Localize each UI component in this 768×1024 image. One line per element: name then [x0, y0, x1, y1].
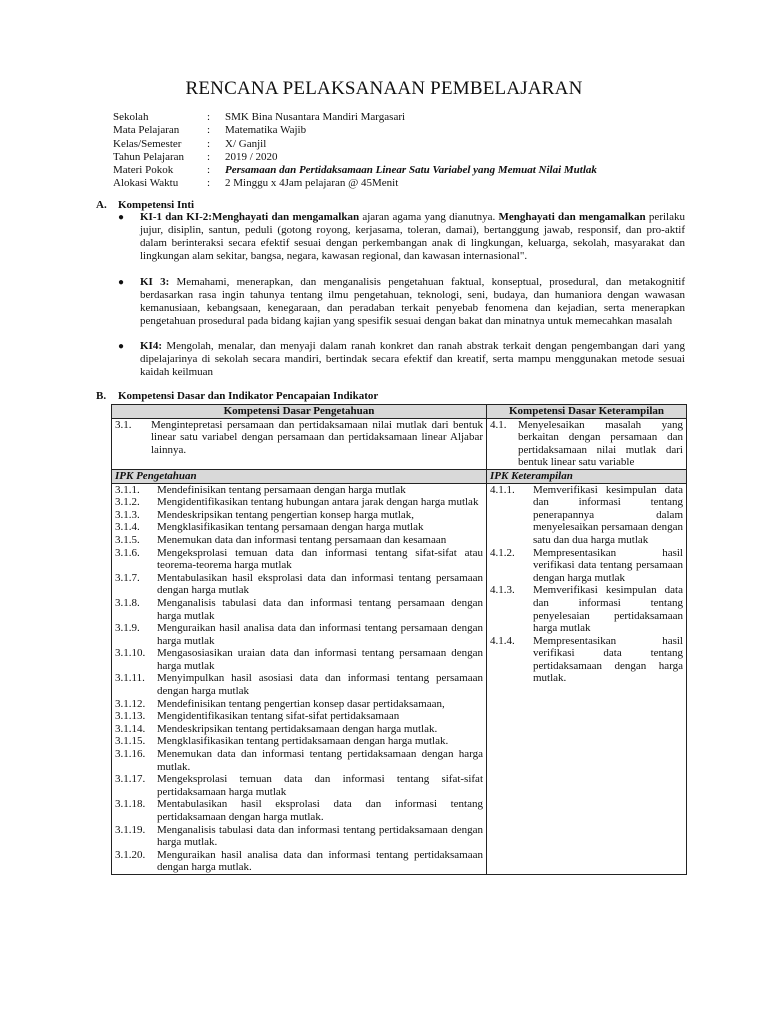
section-b-title: Kompetensi Dasar dan Indikator Pencapaian Indikator	[118, 390, 379, 402]
ki-1-2-heading: KI-1 dan KI-2:Menghayati dan mengamalkan	[140, 211, 360, 223]
list-item-text: Menemukan data dan informasi tentang pertidaksamaan dengan harga mutlak.	[157, 748, 483, 773]
ki-1-2-text-a: ajaran agama yang dianutnya.	[359, 211, 499, 223]
list-item-number: 3.1.6.	[115, 546, 140, 559]
list-item-text: Mempresentasikan hasil verifikasi data tentang persamaan dengan harga mutlak	[533, 546, 683, 584]
list-item	[490, 584, 683, 634]
list-item	[115, 572, 483, 597]
ipk-skill-title: IPK Keterampilan	[487, 469, 687, 483]
list-item-text: Memverifikasi kesimpulan data dan informasi tentang penyelesaian pertidaksamaan harga mutlak	[533, 584, 683, 635]
list-item-text: Menemukan data dan informasi tentang persamaan dan kesamaan	[157, 533, 447, 546]
identity-row	[113, 164, 597, 177]
list-item-text: Mendefinisikan tentang persamaan dengan harga mutlak	[157, 483, 406, 496]
header-skill: Kompetensi Dasar Keterampilan	[487, 405, 687, 419]
identity-colon: :	[207, 164, 211, 177]
bullet-icon: ●	[118, 212, 125, 223]
identity-value: X/ Ganjil	[225, 137, 267, 150]
competency-table	[111, 404, 687, 875]
list-item-number: 3.1.19.	[115, 823, 146, 836]
list-item	[115, 521, 483, 534]
list-item	[115, 647, 483, 672]
list-item	[115, 710, 483, 723]
list-item-number: 4.1.3.	[490, 584, 515, 597]
list-item	[490, 635, 683, 685]
identity-colon: :	[207, 111, 211, 123]
list-item	[115, 534, 483, 547]
section-b-heading	[96, 390, 378, 402]
list-item-text: Mengklasifikasikan tentang persamaan dengan harga mutlak	[157, 521, 424, 534]
ki-4-heading: KI4:	[140, 340, 162, 352]
list-item-text: Memverifikasi kesimpulan data dan informasi tentang penerapannya dalam menyelesaikan persamaan dengan satu dan dua harga mutlak	[533, 483, 683, 546]
list-item	[115, 509, 483, 522]
ki-3-paragraph	[140, 276, 685, 328]
list-item-number: 3.1.1.	[115, 483, 140, 496]
list-item-number: 3.1.17.	[115, 773, 146, 786]
list-item	[115, 773, 483, 798]
list-item-number: 3.1.2.	[115, 496, 140, 509]
identity-row	[113, 111, 597, 124]
identity-colon: :	[207, 177, 211, 190]
list-item-text: Mengeksprolasi temuan data dan informasi tentang sifat-sifat pertidaksamaan harga mutlak	[157, 773, 483, 798]
document-title: RENCANA PELAKSANAAN PEMBELAJARAN	[185, 78, 583, 99]
identity-label: Tahun Pelajaran	[113, 150, 185, 163]
list-item-number: 3.1.10.	[115, 647, 146, 660]
list-item-text: Mendefinisikan tentang pengertian konsep dasar pertidaksamaan,	[157, 697, 445, 710]
list-item-text: Menguraikan hasil analisa data dan informasi tentang persamaan dengan harga mutlak	[157, 622, 483, 647]
kd-skill-number: 4.1.	[490, 418, 507, 431]
list-item	[115, 849, 483, 874]
identity-row	[113, 138, 597, 151]
ki-1-2-text-b: perilaku jujur, disiplin, santun, peduli (gotong royong, kerjasama, toleran, damai), bertanggung jawab, responsif, dan pro-aktif dalam berinteraksi secara efektif sesuai dengan perkembangan anak di lingkungan, keluarga, sekolah, masyarakat dan lingkungan alam sekitar, bangsa, negara, kawasan regional, dan kawasan internasional".	[140, 211, 685, 262]
list-item-text: Mengklasifikasikan tentang pertidaksamaan dengan harga mutlak.	[157, 735, 449, 748]
section-b-number: B.	[96, 390, 107, 402]
list-item-number: 4.1.4.	[490, 634, 515, 647]
list-item	[115, 597, 483, 622]
list-item	[115, 748, 483, 773]
list-item-number: 3.1.7.	[115, 571, 140, 584]
list-item	[115, 672, 483, 697]
list-item-number: 3.1.8.	[115, 596, 140, 609]
list-item-text: Mempresentasikan hasil verifikasi data tentang pertidaksamaan dengan harga mutlak.	[533, 634, 683, 685]
list-item-number: 4.1.2.	[490, 546, 515, 559]
identity-label: Mata Pelajaran	[113, 124, 180, 137]
list-item	[115, 496, 483, 509]
list-item-text: Mentabulasikan hasil eksprolasi data dan informasi tentang pertidaksamaan dengan harga mutlak.	[157, 798, 483, 823]
kd-skill-text: Menyelesaikan masalah yang berkaitan dengan persamaan dan pertidaksamaan nilai mutlak dari bentuk linear satu variable	[518, 418, 683, 469]
list-item-number: 3.1.16.	[115, 748, 146, 761]
identity-value: Matematika Wajib	[225, 124, 307, 137]
header-knowledge: Kompetensi Dasar Pengetahuan	[112, 405, 487, 419]
ki-4-text: Mengolah, menalar, dan menyaji dalam ranah konkret dan ranah abstrak terkait dengan pengembangan dari yang dipelajarinya di sekolah secara mandiri, bertindak secara efektif dan kreatif, serta mampu menggunakan metode sesuai kaidah keilmuan	[140, 340, 685, 378]
ki-4-paragraph	[140, 340, 685, 379]
section-a-number: A.	[96, 199, 107, 211]
list-item-number: 3.1.5.	[115, 533, 140, 546]
list-item-text: Menyimpulkan hasil asosiasi data dan informasi tentang persamaan dengan harga mutlak	[157, 672, 483, 698]
list-item-text: Mengidentifikasikan tentang sifat-sifat pertidaksamaan	[157, 710, 400, 723]
list-item-text: Menganalisis tabulasi data dan informasi tentang pertidaksamaan dengan harga mutlak.	[157, 823, 483, 849]
list-item-number: 3.1.18.	[115, 798, 146, 811]
list-item-text: Mengidentifikasikan tentang hubungan antara jarak dengan harga mutlak	[157, 496, 479, 509]
ki-3-text: Memahami, menerapkan, dan menganalisis pengetahuan faktual, konseptual, prosedural, dan metakognitif berdasarkan rasa ingin tahunya tentang ilmu pengetahuan, teknologi, seni, budaya, dan humaniora dengan wawasan kemanusiaan, kebangsaan, kenegaraan, dan peradaban terkait penyebab fenomena dan kejadian, serta menerapkan pengetahuan prosedural pada bidang kajian yang spesifik sesuai dengan bakat dan minatnya untuk memecahkan masalah	[140, 276, 686, 327]
ki-3-heading: KI 3:	[140, 276, 170, 288]
identity-label: Alokasi Waktu	[113, 177, 179, 190]
section-a-heading	[96, 199, 194, 211]
identity-value: 2 Minggu x 4Jam pelajaran @ 45Menit	[225, 177, 399, 190]
list-item-number: 3.1.15.	[115, 735, 146, 748]
list-item-number: 3.1.11.	[115, 672, 145, 685]
identity-colon: :	[207, 150, 211, 163]
identity-colon: :	[207, 124, 211, 137]
bullet-icon: ●	[118, 277, 125, 288]
ipk-knowledge-list	[112, 483, 487, 874]
list-item-number: 3.1.20.	[115, 848, 146, 861]
list-item-text: Mengasosiasikan uraian data dan informasi tentang persamaan dengan harga mutlak	[157, 647, 483, 672]
list-item	[115, 698, 483, 711]
kd-skill	[490, 419, 683, 469]
bullet-icon: ●	[118, 341, 125, 352]
list-item	[115, 735, 483, 748]
ki-1-2-paragraph	[140, 211, 685, 263]
identity-block	[113, 111, 597, 191]
list-item	[115, 798, 483, 823]
list-item	[115, 824, 483, 849]
list-item-text: Mengeksprolasi temuan data dan informasi tentang sifat-sifat atau teorema-teorema harga mutlak	[157, 546, 483, 572]
list-item-number: 3.1.9.	[115, 622, 140, 635]
kd-knowledge	[115, 419, 483, 457]
list-item-number: 4.1.1.	[490, 483, 515, 496]
identity-value: SMK Bina Nusantara Mandiri Margasari	[225, 111, 406, 123]
identity-row	[113, 151, 597, 164]
list-item-number: 3.1.4.	[115, 521, 140, 534]
kd-knowledge-text: Mengintepretasi persamaan dan pertidaksamaan nilai mutlak dari bentuk linear satu variabel dengan persamaan dan pertidaksamaan linear Aljabar lainnya.	[151, 418, 483, 456]
list-item-number: 3.1.14.	[115, 722, 146, 735]
kd-knowledge-number: 3.1.	[115, 418, 132, 431]
list-item-number: 3.1.13.	[115, 710, 146, 723]
identity-row	[113, 177, 597, 190]
identity-label: Materi Pokok	[113, 164, 174, 177]
ipk-knowledge-title: IPK Pengetahuan	[112, 469, 487, 483]
identity-row	[113, 124, 597, 137]
list-item	[490, 484, 683, 547]
kd-skill-cell	[487, 418, 687, 469]
list-item-text: Mentabulasikan hasil eksprolasi data dan informasi tentang persamaan dengan harga mutlak	[157, 571, 483, 597]
identity-colon: :	[207, 137, 211, 150]
list-item	[115, 723, 483, 736]
ki-1-2-heading-b: Menghayati dan mengamalkan	[498, 211, 646, 223]
identity-label: Sekolah	[113, 111, 149, 123]
identity-value: 2019 / 2020	[225, 150, 278, 163]
list-item	[115, 547, 483, 572]
list-item-text: Mendeskripsikan tentang pertidaksamaan dengan harga mutlak.	[157, 722, 438, 735]
list-item-text: Menganalisis tabulasi data dan informasi tentang persamaan dengan harga mutlak	[157, 596, 483, 622]
list-item-text: Mendeskripsikan tentang pengertian konsep harga mutlak,	[157, 508, 415, 521]
list-item-number: 3.1.3.	[115, 508, 140, 521]
list-item	[115, 622, 483, 647]
list-item-number: 3.1.12.	[115, 697, 146, 710]
list-item-text: Menguraikan hasil analisa data dan informasi tentang pertidaksamaan dengan harga mutlak.	[157, 848, 483, 874]
list-item	[115, 484, 483, 497]
kd-knowledge-cell	[112, 418, 487, 469]
list-item	[490, 547, 683, 585]
identity-label: Kelas/Semester	[113, 137, 182, 150]
ipk-skill-list	[487, 483, 687, 874]
section-a-title: Kompetensi Inti	[118, 199, 195, 211]
identity-value: Persamaan dan Pertidaksamaan Linear Satu Variabel yang Memuat Nilai Mutlak	[225, 164, 597, 177]
